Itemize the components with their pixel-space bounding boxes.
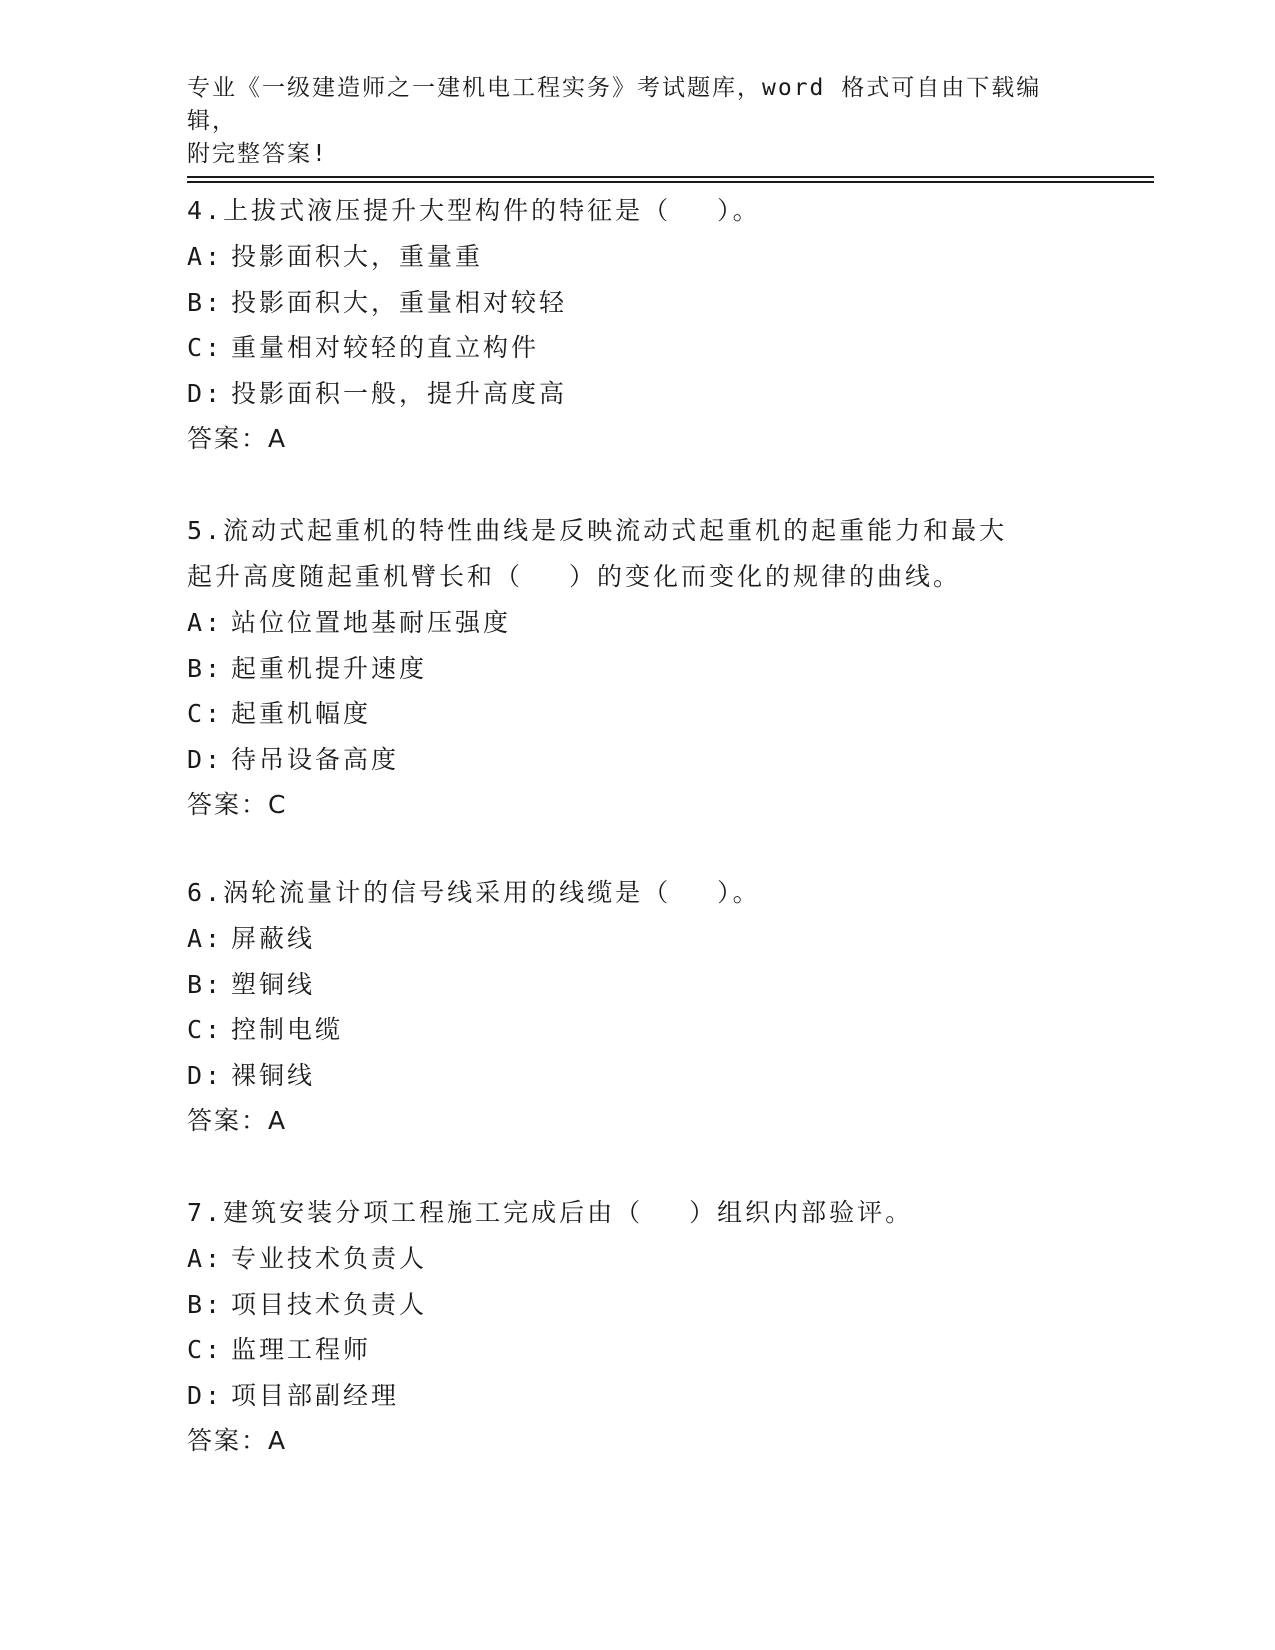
header-intro-line-2: 附完整答案!: [187, 141, 328, 167]
option-key: C:: [187, 699, 224, 728]
option-key: A:: [187, 1244, 224, 1273]
option-text: 项目技术负责人: [231, 1289, 428, 1319]
question-stem: 6.涡轮流量计的信号线采用的线缆是（ ）。: [187, 878, 761, 907]
question-stem: 7.建筑安装分项工程施工完成后由（ ）组织内部验评。: [187, 1198, 914, 1227]
option-b: [187, 646, 1087, 692]
option-key: D:: [187, 1380, 224, 1410]
option-text: 控制电缆: [231, 1015, 344, 1044]
option-text: 项目部副经理: [231, 1380, 400, 1410]
option-text: 投影面积大，重量相对较轻: [231, 287, 568, 317]
option-text: 站位位置地基耐压强度: [231, 608, 512, 637]
option-d: [187, 371, 1087, 417]
option-key: B:: [187, 653, 224, 683]
answer-line: 答案：A: [187, 1426, 288, 1455]
option-text: 裸铜线: [231, 1060, 316, 1090]
option-key: C:: [187, 1015, 224, 1044]
option-a: [187, 600, 1087, 646]
option-d: [187, 1053, 1087, 1099]
question-block: [187, 870, 1087, 1144]
option-key: C:: [187, 333, 224, 362]
option-text: 待吊设备高度: [231, 744, 400, 774]
option-key: D:: [187, 744, 224, 774]
header-divider-bottom: [187, 181, 1154, 183]
option-c: [187, 1007, 1087, 1053]
option-text: 投影面积大，重量重: [231, 242, 484, 271]
option-c: [187, 325, 1087, 371]
option-a: [187, 1236, 1087, 1282]
option-d: [187, 1373, 1087, 1419]
option-key: A:: [187, 608, 224, 637]
option-key: B:: [187, 1289, 224, 1319]
option-text: 起重机幅度: [231, 699, 372, 728]
option-c: [187, 691, 1087, 737]
question-stem: 4.上拔式液压提升大型构件的特征是（ ）。: [187, 196, 761, 225]
option-b: [187, 962, 1087, 1008]
option-a: [187, 234, 1087, 280]
option-text: 屏蔽线: [231, 924, 316, 953]
option-key: A:: [187, 242, 224, 271]
option-text: 专业技术负责人: [231, 1244, 428, 1273]
option-key: B:: [187, 969, 224, 999]
question-block: [187, 508, 1087, 828]
option-key: D:: [187, 378, 224, 408]
option-b: [187, 280, 1087, 326]
option-b: [187, 1282, 1087, 1328]
question-stem: 5.流动式起重机的特性曲线是反映流动式起重机的起重能力和最大起升高度随起重机臂长和（ ）的变化而变化的规律的曲线。: [187, 516, 1008, 591]
option-a: [187, 916, 1087, 962]
option-key: C:: [187, 1335, 224, 1364]
question-block: [187, 188, 1087, 462]
option-text: 监理工程师: [231, 1335, 372, 1364]
option-key: D:: [187, 1060, 224, 1090]
option-text: 起重机提升速度: [231, 653, 428, 683]
option-key: B:: [187, 287, 224, 317]
header-divider-top: [187, 176, 1154, 178]
answer-line: 答案：C: [187, 790, 288, 819]
answer-line: 答案：A: [187, 1106, 288, 1135]
option-text: 塑铜线: [231, 969, 316, 999]
option-c: [187, 1327, 1087, 1373]
option-text: 投影面积一般，提升高度高: [231, 378, 568, 408]
header-intro-line-1: 专业《一级建造师之一建机电工程实务》考试题库，word 格式可自由下载编辑，: [187, 75, 1042, 134]
option-key: A:: [187, 924, 224, 953]
option-text: 重量相对较轻的直立构件: [231, 333, 540, 362]
document-header: [187, 72, 1087, 171]
option-d: [187, 737, 1087, 783]
question-block: [187, 1190, 1087, 1464]
answer-line: 答案：A: [187, 424, 288, 453]
